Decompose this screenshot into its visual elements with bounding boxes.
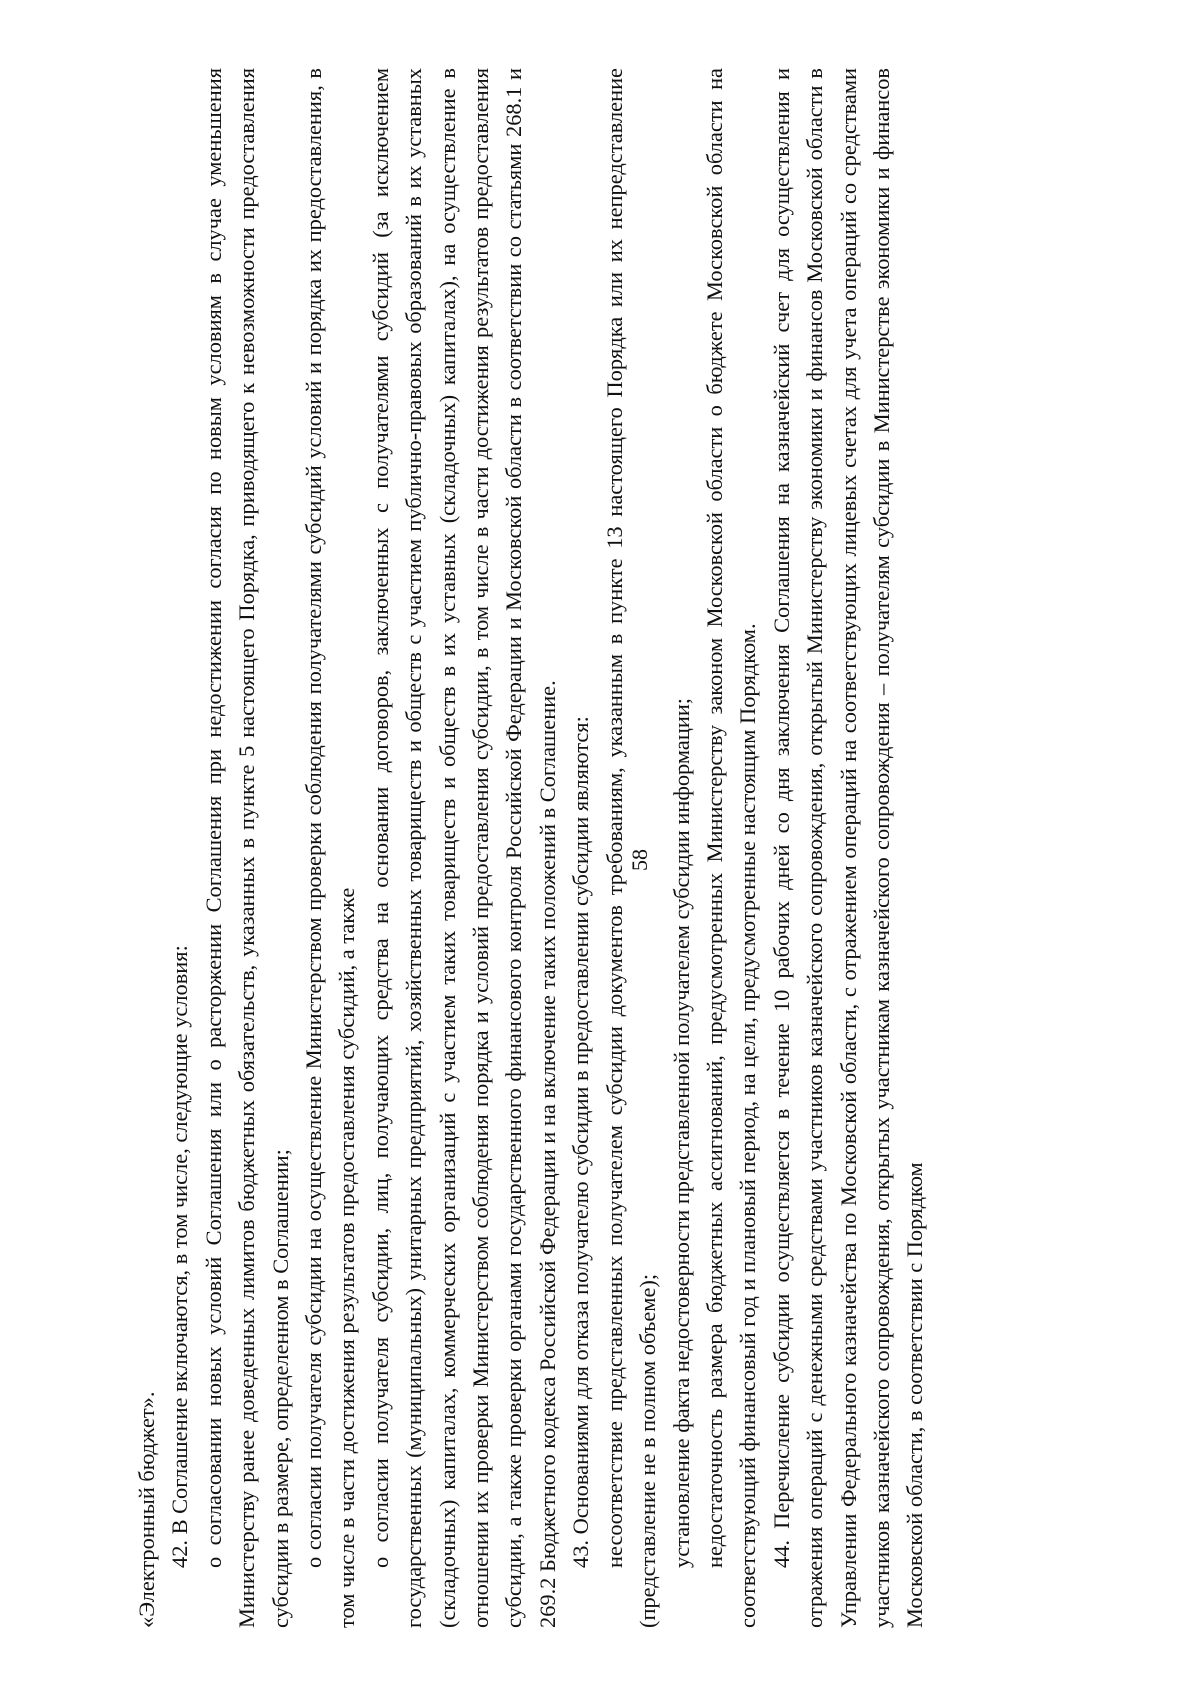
- paragraph-42-heading: 42. В Соглашение включаются, в том числе, следующие условия:: [167, 945, 193, 1568]
- paragraph-42-inspection-consent: о согласии получателя субсидии на осуществление Министерством проверки соблюдения получателями субсидий условий и порядка их предоставления, в том числе в части достижения результатов предоставления субсидий, а также: [301, 68, 360, 1628]
- paragraph-42-recipients-consent: о согласии получателя субсидии, лиц, получающих средства на основании договоров, заключенных с получателями субсидий (за исключением государственных (муниципальных) унитарных предприятий, хозяйственных товариществ и обществ с участием публично-правовых образований в их уставных (складочных) капиталах, коммерческих организаций с участием таких товариществ и обществ в их уставных (складочных) капиталах), на осуществление в отношении их проверки Министерством соблюдения порядка и условий предоставления субсидии, в том числе в части достижения результатов предоставления субсидии, а также проверки органами государственного финансового контроля Российской Федерации и Московской области в соответствии со статьями 268.1 и 269.2 Бюджетного кодекса Российской Федерации и на включение таких положений в Соглашение.: [367, 68, 560, 1628]
- paragraph-43-documents-mismatch: несоответствие представленных получателем субсидии документов требованиям, указанным в пункте 13 настоящего Порядка или их непредставление (представление не в полном объеме);: [601, 68, 661, 1628]
- paragraph-44-transfer: 44. Перечисление субсидии осуществляется в течение 10 рабочих дней со дня заключения Соглашения на казначейский счет для осуществления и отражения операций с денежными средствами участников казначейского сопровождения, открытый Министерству экономики и финансов Московской области в Управлении Федерального казначейства по Московской области, с отражением операций на соответствующих лицевых счетах для учета операций со средствами участников казначейского сопровождения, открытых участникам казначейского сопровождения – получателям субсидии в Министерстве экономики и финансов Московской области, в соответствии с Порядком: [768, 68, 928, 1628]
- paragraph-43-heading: 43. Основаниями для отказа получателю субсидии в предоставлении субсидии являются:: [568, 716, 594, 1568]
- paragraph-43-insufficient-funds: недостаточность размера бюджетных ассигнований, предусмотренных Министерству законом Московской области о бюджете Московской области на соответствующий финансовый год и плановый период, на цели, предусмотренные настоящим Порядком.: [701, 68, 761, 1628]
- paragraph-42-new-conditions: о согласовании новых условий Соглашения или о расторжении Соглашения при недостижении согласия по новым условиям в случае уменьшения Министерству ранее доведенных лимитов бюджетных обязательств, указанных в пункте 5 настоящего Порядка, приводящего к невозможности предоставления субсидии в размере, определенном в Соглашении;: [200, 68, 293, 1628]
- paragraph-electronic-budget-end: «Электронный бюджет».: [134, 1391, 159, 1628]
- document-body: [130, 68, 1070, 1628]
- page-number: 58: [627, 849, 652, 871]
- paragraph-43-false-information: установление факта недостоверности представленной получателем субсидии информации;: [668, 697, 694, 1568]
